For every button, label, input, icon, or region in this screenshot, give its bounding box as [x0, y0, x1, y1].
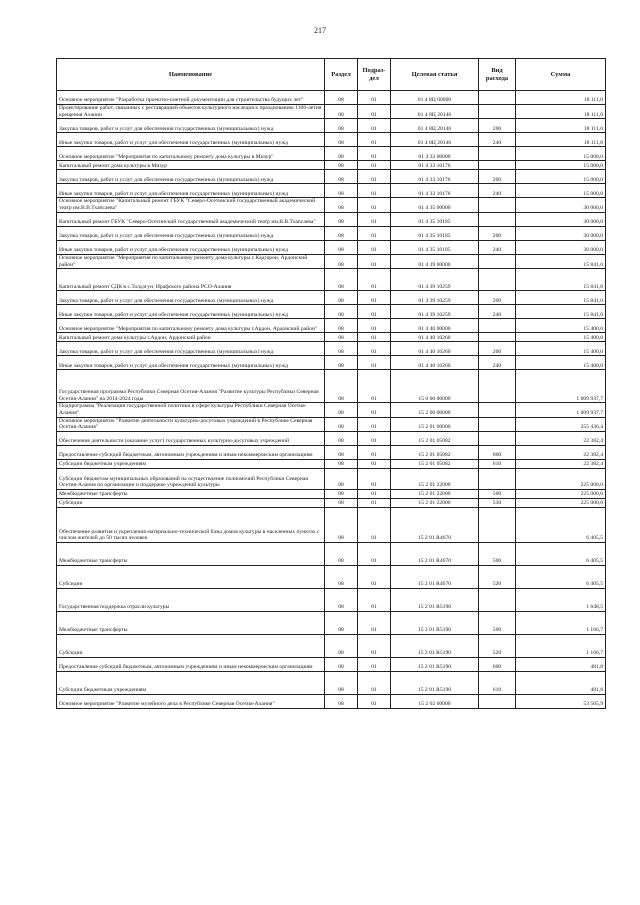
row-expense-type: [479, 469, 516, 490]
row-sum: 30 000,0: [516, 226, 606, 240]
table-body: [57, 91, 606, 709]
table-row: [57, 170, 606, 184]
row-subsection: 01: [358, 499, 391, 508]
row-subsection: 01: [358, 170, 391, 184]
row-expense-type: 240: [479, 305, 516, 319]
row-section: 08: [325, 161, 358, 170]
row-section: 08: [325, 105, 358, 119]
row-target: 15 2 00 00000: [391, 403, 479, 417]
row-section: 08: [325, 226, 358, 240]
row-section: 08: [325, 184, 358, 198]
row-section: 08: [325, 508, 358, 543]
row-sum: 30 000,0: [516, 198, 606, 212]
row-expense-type: [479, 319, 516, 333]
row-target: 01 4 8Ц 20146: [391, 133, 479, 147]
table-row: [57, 198, 606, 212]
row-target: 01 4 33 00000: [391, 147, 479, 161]
table-row: [57, 417, 606, 431]
row-sum: 30 000,0: [516, 240, 606, 254]
table-row: [57, 672, 606, 695]
row-expense-type: 610: [479, 460, 516, 469]
row-subsection: 01: [358, 417, 391, 431]
table-row: [57, 566, 606, 589]
row-section: 08: [325, 490, 358, 499]
row-expense-type: 200: [479, 342, 516, 356]
row-sum: 1 009 937,7: [516, 403, 606, 417]
row-expense-type: 500: [479, 543, 516, 566]
row-name: Субсидии бюджетным учреждениям: [57, 460, 325, 469]
row-name: Проектирование работ, связанных с реставрацией объектов культурного наследия к празднованию 1100-летия крещения Алании: [57, 105, 325, 119]
row-sum: 15 000,0: [516, 170, 606, 184]
row-section: 08: [325, 695, 358, 709]
table-row: [57, 446, 606, 460]
row-target: 01 4 8Ц 20146: [391, 119, 479, 133]
row-expense-type: 200: [479, 119, 516, 133]
table-row: [57, 133, 606, 147]
row-expense-type: 500: [479, 490, 516, 499]
table-row: [57, 342, 606, 356]
row-section: 08: [325, 291, 358, 305]
row-expense-type: 600: [479, 446, 516, 460]
row-name: Закупка товаров, работ и услуг для обеспечения государственных (муниципальных) нужд: [57, 342, 325, 356]
row-sum: 30 000,0: [516, 212, 606, 226]
row-name: Капитальный ремонт дома культуры в Мизур: [57, 161, 325, 170]
table-row: [57, 490, 606, 499]
row-subsection: 01: [358, 566, 391, 589]
row-subsection: 01: [358, 133, 391, 147]
table-row: [57, 403, 606, 417]
row-sum: 1 166,7: [516, 612, 606, 635]
row-name: Закупка товаров, работ и услуг для обеспечения государственных (муниципальных) нужд: [57, 119, 325, 133]
row-target: 01 4 39 10259: [391, 305, 479, 319]
row-expense-type: [479, 269, 516, 291]
row-name: Капитальный ремонт дома культуры г.Ардон, Ардонский район: [57, 333, 325, 342]
table-row: [57, 161, 606, 170]
row-target: 15 2 01 22000: [391, 499, 479, 508]
row-subsection: 01: [358, 184, 391, 198]
row-target: 15 2 01 R5190: [391, 672, 479, 695]
row-subsection: 01: [358, 161, 391, 170]
row-sum: 6 405,5: [516, 508, 606, 543]
row-target: 01 4 39 00000: [391, 254, 479, 268]
row-subsection: 01: [358, 370, 391, 403]
row-sum: 15 841,0: [516, 291, 606, 305]
table-row: [57, 460, 606, 469]
row-subsection: 01: [358, 356, 391, 370]
row-section: 08: [325, 119, 358, 133]
row-subsection: 01: [358, 490, 391, 499]
row-subsection: 01: [358, 543, 391, 566]
row-sum: 225 000,0: [516, 469, 606, 490]
row-expense-type: 610: [479, 672, 516, 695]
row-subsection: 01: [358, 226, 391, 240]
row-target: 15 2 01 05082: [391, 446, 479, 460]
table-row: [57, 184, 606, 198]
table-row: [57, 658, 606, 672]
header-subsection: Подраз- дел: [358, 59, 391, 91]
row-subsection: 01: [358, 147, 391, 161]
row-expense-type: [479, 333, 516, 342]
row-subsection: 01: [358, 672, 391, 695]
row-sum: 15 000,0: [516, 147, 606, 161]
row-subsection: 01: [358, 658, 391, 672]
row-target: 15 2 01 R4670: [391, 508, 479, 543]
row-subsection: 01: [358, 460, 391, 469]
row-section: 08: [325, 269, 358, 291]
row-expense-type: [479, 161, 516, 170]
row-target: 15 2 01 22000: [391, 469, 479, 490]
row-target: 15 0 00 00000: [391, 370, 479, 403]
row-subsection: 01: [358, 269, 391, 291]
row-target: 01 4 39 10259: [391, 269, 479, 291]
table-row: [57, 370, 606, 403]
table-row: [57, 499, 606, 508]
row-section: 08: [325, 672, 358, 695]
row-sum: 481,8: [516, 658, 606, 672]
row-name: Иные закупки товаров, работ и услуг для обеспечения государственных (муниципальных) нужд: [57, 184, 325, 198]
table-row: [57, 432, 606, 446]
row-subsection: 01: [358, 508, 391, 543]
row-expense-type: [479, 432, 516, 446]
row-section: 08: [325, 417, 358, 431]
row-expense-type: [479, 695, 516, 709]
row-name: Капитальный ремонт СДК в с.Толдзгун, Ирафского района РСО-Алания: [57, 269, 325, 291]
row-section: 08: [325, 342, 358, 356]
row-subsection: 01: [358, 695, 391, 709]
table-row: [57, 240, 606, 254]
row-name: Субсидии бюджетам муниципальных образований на осуществление полномочий Республики Северная Осетия-Алания по организации и поддержке учреждений культуры: [57, 469, 325, 490]
row-subsection: 01: [358, 91, 391, 105]
row-sum: 22 382,4: [516, 460, 606, 469]
row-sum: 225 000,0: [516, 490, 606, 499]
row-section: 08: [325, 370, 358, 403]
header-name: Наименование: [57, 59, 325, 91]
row-section: 08: [325, 147, 358, 161]
table-row: [57, 91, 606, 105]
row-subsection: 01: [358, 612, 391, 635]
row-name: Подпрограмма "Реализация государственной политики в сфере культуры Республики Северная Осетия-Алания": [57, 403, 325, 417]
row-subsection: 01: [358, 305, 391, 319]
table-row: [57, 356, 606, 370]
row-section: 08: [325, 254, 358, 268]
row-expense-type: [479, 508, 516, 543]
row-target: 15 2 01 R5190: [391, 635, 479, 658]
row-sum: 255 436,4: [516, 417, 606, 431]
row-expense-type: [479, 403, 516, 417]
row-sum: 18 111,0: [516, 105, 606, 119]
row-sum: 15 841,0: [516, 254, 606, 268]
row-expense-type: 530: [479, 499, 516, 508]
row-sum: 22 382,4: [516, 432, 606, 446]
row-expense-type: 240: [479, 240, 516, 254]
row-sum: 481,8: [516, 672, 606, 695]
row-name: Капитальный ремонт ГБУК "Северо-Осетинский государственный академический театр им.В.В.Тхапсаева": [57, 212, 325, 226]
row-name: Основное мероприятие "Капитальный ремонт ГБУК "Северо-Осетинский государственный академический театр им.В.В.Тхапсаева": [57, 198, 325, 212]
row-target: 15 2 01 00000: [391, 417, 479, 431]
row-target: 01 4 40 10260: [391, 356, 479, 370]
row-section: 08: [325, 612, 358, 635]
row-target: 01 4 8Ц 20146: [391, 105, 479, 119]
row-sum: 15 000,0: [516, 184, 606, 198]
table-row: [57, 119, 606, 133]
row-subsection: 01: [358, 291, 391, 305]
row-subsection: 01: [358, 342, 391, 356]
row-name: Государственная программа Республики Северная Осетия-Алания "Развитие культуры Республики Северная Осетия-Алания" на 2014-2024 годы: [57, 370, 325, 403]
row-expense-type: 240: [479, 184, 516, 198]
row-expense-type: 600: [479, 658, 516, 672]
row-section: 08: [325, 198, 358, 212]
row-subsection: 01: [358, 469, 391, 490]
row-sum: 18 111,0: [516, 119, 606, 133]
row-section: 08: [325, 170, 358, 184]
row-name: Межбюджетные трансферты: [57, 543, 325, 566]
row-subsection: 01: [358, 333, 391, 342]
row-name: Субсидии: [57, 499, 325, 508]
row-target: 15 2 02 00000: [391, 695, 479, 709]
row-section: 08: [325, 469, 358, 490]
row-name: Обеспечение деятельности (оказание услуг) государственных культурно-досуговых учреждений: [57, 432, 325, 446]
row-subsection: 01: [358, 198, 391, 212]
row-expense-type: 200: [479, 226, 516, 240]
table-row: [57, 305, 606, 319]
page-number: 217: [314, 26, 326, 35]
row-subsection: 01: [358, 319, 391, 333]
row-subsection: 01: [358, 635, 391, 658]
row-target: 01 4 8Ц 00000: [391, 91, 479, 105]
row-expense-type: 500: [479, 612, 516, 635]
row-expense-type: 240: [479, 133, 516, 147]
row-section: 08: [325, 635, 358, 658]
table-row: [57, 508, 606, 543]
table-row: [57, 543, 606, 566]
row-name: Обеспечение развития и укрепления материально-технической базы домов культуры в населенных пунктах с числом жителей до 50 тысяч человек: [57, 508, 325, 543]
row-expense-type: [479, 198, 516, 212]
row-section: 08: [325, 589, 358, 612]
row-section: 08: [325, 499, 358, 508]
row-target: 01 4 39 10259: [391, 291, 479, 305]
row-section: 08: [325, 543, 358, 566]
row-target: 01 4 35 00000: [391, 198, 479, 212]
row-name: Субсидии: [57, 635, 325, 658]
row-sum: 22 382,4: [516, 446, 606, 460]
row-expense-type: 520: [479, 635, 516, 658]
row-sum: 1 648,5: [516, 589, 606, 612]
row-section: 08: [325, 319, 358, 333]
table-row: [57, 291, 606, 305]
row-name: Иные закупки товаров, работ и услуг для обеспечения государственных (муниципальных) нужд: [57, 240, 325, 254]
row-target: 01 4 33 10176: [391, 184, 479, 198]
row-target: 01 4 35 10185: [391, 240, 479, 254]
row-name: Иные закупки товаров, работ и услуг для обеспечения государственных (муниципальных) нужд: [57, 356, 325, 370]
row-sum: 18 111,0: [516, 91, 606, 105]
table-row: [57, 469, 606, 490]
row-target: 01 4 40 10260: [391, 333, 479, 342]
table-row: [57, 254, 606, 268]
table-row: [57, 695, 606, 709]
table-row: [57, 147, 606, 161]
row-target: 15 2 01 R5190: [391, 589, 479, 612]
row-name: Закупка товаров, работ и услуг для обеспечения государственных (муниципальных) нужд: [57, 170, 325, 184]
row-section: 08: [325, 356, 358, 370]
row-name: Основное мероприятие "Мероприятия по капитальному ремонту дома культуры в Мизур": [57, 147, 325, 161]
row-expense-type: [479, 212, 516, 226]
row-target: 01 4 35 10185: [391, 226, 479, 240]
row-subsection: 01: [358, 403, 391, 417]
row-target: 15 2 01 R4670: [391, 543, 479, 566]
row-subsection: 01: [358, 119, 391, 133]
header-target: Целевая статья: [391, 59, 479, 91]
row-section: 08: [325, 460, 358, 469]
row-subsection: 01: [358, 446, 391, 460]
row-section: 08: [325, 133, 358, 147]
header-sum: Сумма: [516, 59, 606, 91]
row-target: 15 2 01 R5190: [391, 658, 479, 672]
table-header-row: [57, 59, 606, 91]
row-name: Основное мероприятие "Мероприятия по капитальному ремонту дома культуры г.Ардон, Ардонский район": [57, 319, 325, 333]
row-section: 08: [325, 566, 358, 589]
row-sum: 15 841,0: [516, 269, 606, 291]
row-section: 08: [325, 403, 358, 417]
row-target: 01 4 33 10176: [391, 161, 479, 170]
row-sum: 15 400,0: [516, 333, 606, 342]
row-expense-type: [479, 254, 516, 268]
row-expense-type: 240: [479, 356, 516, 370]
row-section: 08: [325, 658, 358, 672]
table-row: [57, 212, 606, 226]
row-section: 08: [325, 305, 358, 319]
row-section: 08: [325, 240, 358, 254]
row-subsection: 01: [358, 105, 391, 119]
row-name: Предоставление субсидий бюджетным, автономным учреждениям и иным некоммерческим организациям: [57, 446, 325, 460]
row-target: 01 4 40 10260: [391, 342, 479, 356]
budget-table: [56, 58, 606, 709]
row-section: 08: [325, 446, 358, 460]
row-sum: 1 009 937,7: [516, 370, 606, 403]
row-name: Межбюджетные трансферты: [57, 490, 325, 499]
row-target: 01 4 33 10176: [391, 170, 479, 184]
row-subsection: 01: [358, 240, 391, 254]
row-subsection: 01: [358, 212, 391, 226]
row-name: Субсидии бюджетным учреждениям: [57, 672, 325, 695]
row-name: Основное мероприятие "Разработка проектно-сметной документации для строительства будущих лет": [57, 91, 325, 105]
table-row: [57, 319, 606, 333]
row-section: 08: [325, 91, 358, 105]
row-expense-type: 200: [479, 291, 516, 305]
row-expense-type: [479, 91, 516, 105]
row-expense-type: [479, 105, 516, 119]
row-target: 15 2 01 R4670: [391, 566, 479, 589]
row-subsection: 01: [358, 432, 391, 446]
row-sum: 225 000,0: [516, 499, 606, 508]
row-expense-type: [479, 370, 516, 403]
row-target: 15 2 01 R5190: [391, 612, 479, 635]
row-expense-type: [479, 147, 516, 161]
row-sum: 15 400,0: [516, 342, 606, 356]
row-name: Межбюджетные трансферты: [57, 612, 325, 635]
row-name: Предоставление субсидий бюджетным, автономным учреждениям и иным некоммерческим организациям: [57, 658, 325, 672]
table-row: [57, 269, 606, 291]
row-name: Основное мероприятие "Развитие деятельности культурно-досуговых учреждений в Республике Северная Осетия-Алания": [57, 417, 325, 431]
table-row: [57, 612, 606, 635]
table-row: [57, 635, 606, 658]
row-name: Государственная поддержка отрасли культуры: [57, 589, 325, 612]
header-section: Раздел: [325, 59, 358, 91]
row-sum: 18 111,0: [516, 133, 606, 147]
row-sum: 15 400,0: [516, 319, 606, 333]
row-sum: 1 166,7: [516, 635, 606, 658]
row-sum: 53 505,9: [516, 695, 606, 709]
row-name: Основное мероприятие "Мероприятия по капитальному ремонту дома культуры с.Кадгарон, Ардонский район": [57, 254, 325, 268]
row-name: Иные закупки товаров, работ и услуг для обеспечения государственных (муниципальных) нужд: [57, 305, 325, 319]
row-section: 08: [325, 333, 358, 342]
row-expense-type: 520: [479, 566, 516, 589]
row-expense-type: [479, 589, 516, 612]
row-sum: 15 000,0: [516, 161, 606, 170]
row-name: Закупка товаров, работ и услуг для обеспечения государственных (муниципальных) нужд: [57, 226, 325, 240]
table-row: [57, 105, 606, 119]
table-row: [57, 226, 606, 240]
row-section: 08: [325, 212, 358, 226]
row-expense-type: 200: [479, 170, 516, 184]
row-target: 15 2 01 22000: [391, 490, 479, 499]
row-target: 15 2 01 05082: [391, 432, 479, 446]
header-expense-type: Вид расхода: [479, 59, 516, 91]
row-sum: 15 400,0: [516, 356, 606, 370]
row-expense-type: [479, 417, 516, 431]
row-target: 01 4 35 10185: [391, 212, 479, 226]
row-target: 01 4 40 00000: [391, 319, 479, 333]
row-sum: 6 405,5: [516, 543, 606, 566]
row-section: 08: [325, 432, 358, 446]
row-name: Основное мероприятие "Развитие музейного дела в Республике Северная Осетия-Алания": [57, 695, 325, 709]
table-row: [57, 589, 606, 612]
row-subsection: 01: [358, 589, 391, 612]
row-name: Иные закупки товаров, работ и услуг для обеспечения государственных (муниципальных) нужд: [57, 133, 325, 147]
row-sum: 15 841,0: [516, 305, 606, 319]
row-name: Закупка товаров, работ и услуг для обеспечения государственных (муниципальных) нужд: [57, 291, 325, 305]
row-sum: 6 405,5: [516, 566, 606, 589]
row-subsection: 01: [358, 254, 391, 268]
table-row: [57, 333, 606, 342]
row-target: 15 2 01 05082: [391, 460, 479, 469]
row-name: Субсидии: [57, 566, 325, 589]
